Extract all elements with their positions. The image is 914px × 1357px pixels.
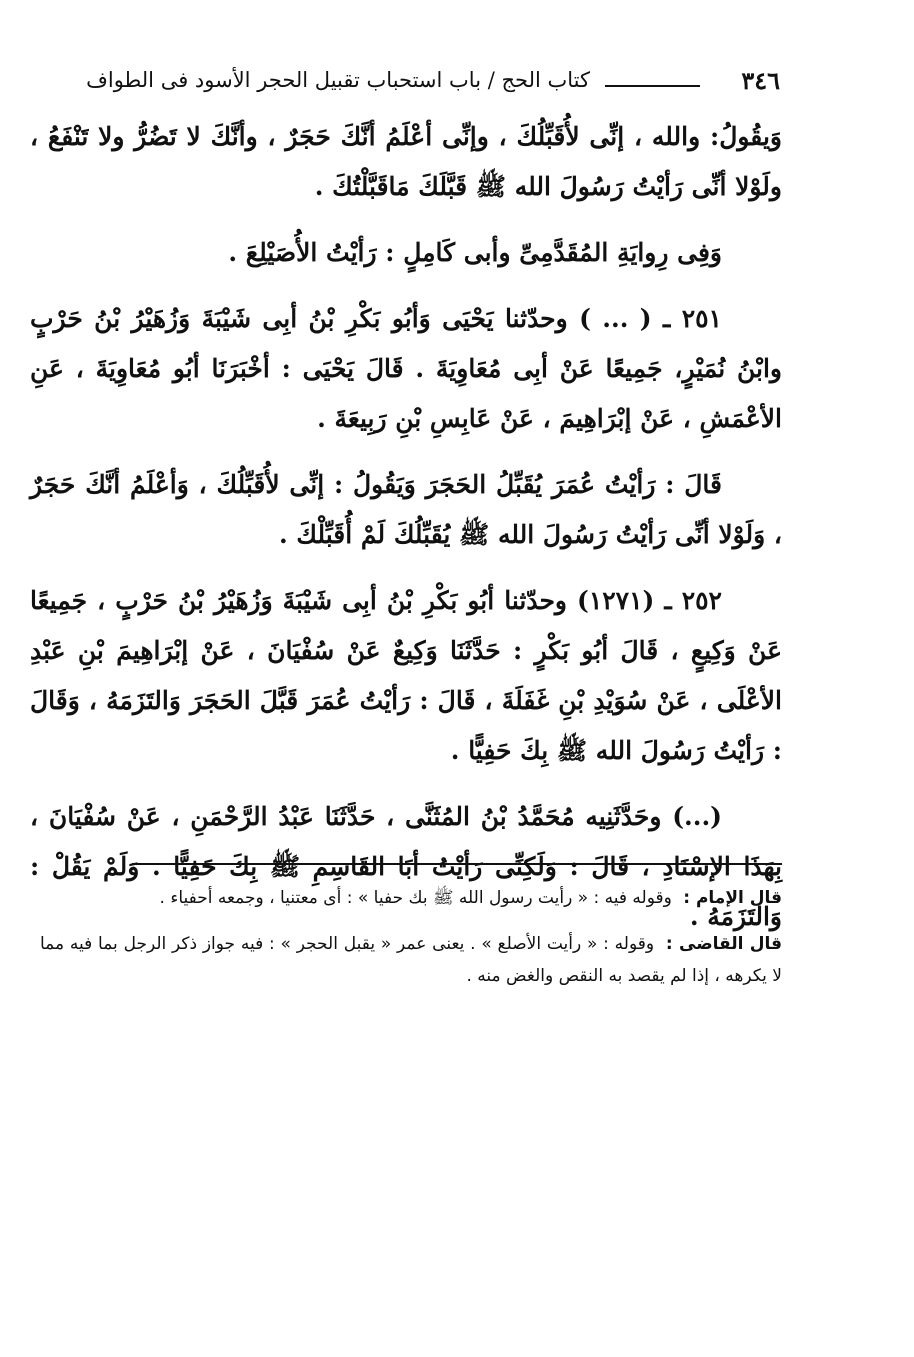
footnote-rule: [132, 863, 782, 865]
note-body: وقوله : « رأيت الأصلع » . يعنى عمر « يقبل الحجر » : فيه جواز ذكر الرجل بما فيه مما لا يكرهه ، إذا لم يقصد به النقص والغض منه .: [40, 934, 782, 986]
commentary-notes: [40, 882, 782, 1006]
note-body: وقوله فيه : « رأيت رسول الله ﷺ بك حفيا » : أى معتنيا ، وجمعه أحفياء .: [159, 888, 672, 908]
main-text: [30, 112, 782, 958]
page-header: [30, 66, 780, 106]
page-number: ٣٤٦: [741, 66, 780, 95]
hadith-252-variant: (...) وحَدَّثَنِيه مُحَمَّدُ بْنُ المُثَنَّى ، حَدَّثَنَا عَبْدُ الرَّحْمَنِ ، عَنْ سُفْيَانَ ، بِهَذَا الإسْنَادِ ، قَالَ : وَلَكِنِّى رَأيْتُ أبَا القَاسِمِ ﷺ بِكَ حَفِيًّا . وَلَمْ يَقُلْ : وَالتَزَمَهُ .: [30, 802, 782, 931]
note-heading: قال القاضى :: [665, 934, 783, 954]
hadith-252: ٢٥٢ ـ (١٢٧١) وحدّثنا أبُو بَكْرِ بْنُ أبِى شَيْبَةَ وَزُهَيْرُ بْنُ حَرْبٍ ، جَمِيعًا عَنْ وَكِيعٍ ، قَالَ أبُو بَكْرٍ : حَدَّثَنَا وَكِيعٌ عَنْ سُفْيَانَ ، عَنْ إبْرَاهِيمَ بْنِ عَبْدِ الأعْلَى ، عَنْ سُوَيْدِ بْنِ غَفَلَةَ ، قَالَ : رَأيْتُ عُمَرَ قَبَّلَ الحَجَرَ وَالتَزَمَهُ ، وَقَالَ : رَأيْتُ رَسُولَ الله ﷺ بِكَ حَفِيًّا .: [30, 586, 782, 765]
note-qadi: [40, 928, 782, 992]
hadith-continuation: وَيقُولُ: والله ، إنِّى لأُقَبِّلُكَ ، وإنِّى أعْلَمُ أنَّكَ حَجَرٌ ، وأنَّكَ لا تَضُرُّ ولا تَنْفَعُ ، ولَوْلا أنِّى رَأيْتُ رَسُولَ الله ﷺ قَبَّلَكَ مَاقَبَّلْتُكَ .: [30, 122, 782, 201]
header-rule: [605, 85, 700, 87]
running-title: كتاب الحج / باب استحباب تقبيل الحجر الأسود فى الطواف: [86, 68, 590, 92]
hadith-251-matn: قَالَ : رَأيْتُ عُمَرَ يُقَبِّلُ الحَجَرَ وَيَقُولُ : إنِّى لأُقَبِّلُكَ ، وَأعْلَمُ أنَّكَ حَجَرٌ ، وَلَوْلا أنِّى رَأيْتُ رَسُولَ الله ﷺ يُقَبِّلُكَ لَمْ أُقَبِّلْكَ .: [30, 470, 782, 549]
note-heading: قال الإمام :: [683, 888, 782, 908]
note-imam: [40, 882, 782, 914]
narration-variant: وَفِى رِوايَةِ المُقَدَّمِىِّ وأبى كَامِلٍ : رَأيْتُ الأُصَيْلِعَ .: [228, 238, 722, 267]
hadith-251-isnad: ٢٥١ ـ ( ... ) وحدّثنا يَحْيَى وَأبُو بَكْرِ بْنُ أبِى شَيْبَةَ وَزُهَيْرُ بْنُ حَرْبٍ وابْنُ نُمَيْرٍ، جَمِيعًا عَنْ أبِى مُعَاوِيَةَ . قَالَ يَحْيَى : أخْبَرَنَا أبُو مُعَاوِيَةَ ، عَنِ الأعْمَشِ ، عَنْ إبْرَاهِيمَ ، عَنْ عَابِسِ بْنِ رَبِيعَةَ .: [30, 304, 782, 433]
